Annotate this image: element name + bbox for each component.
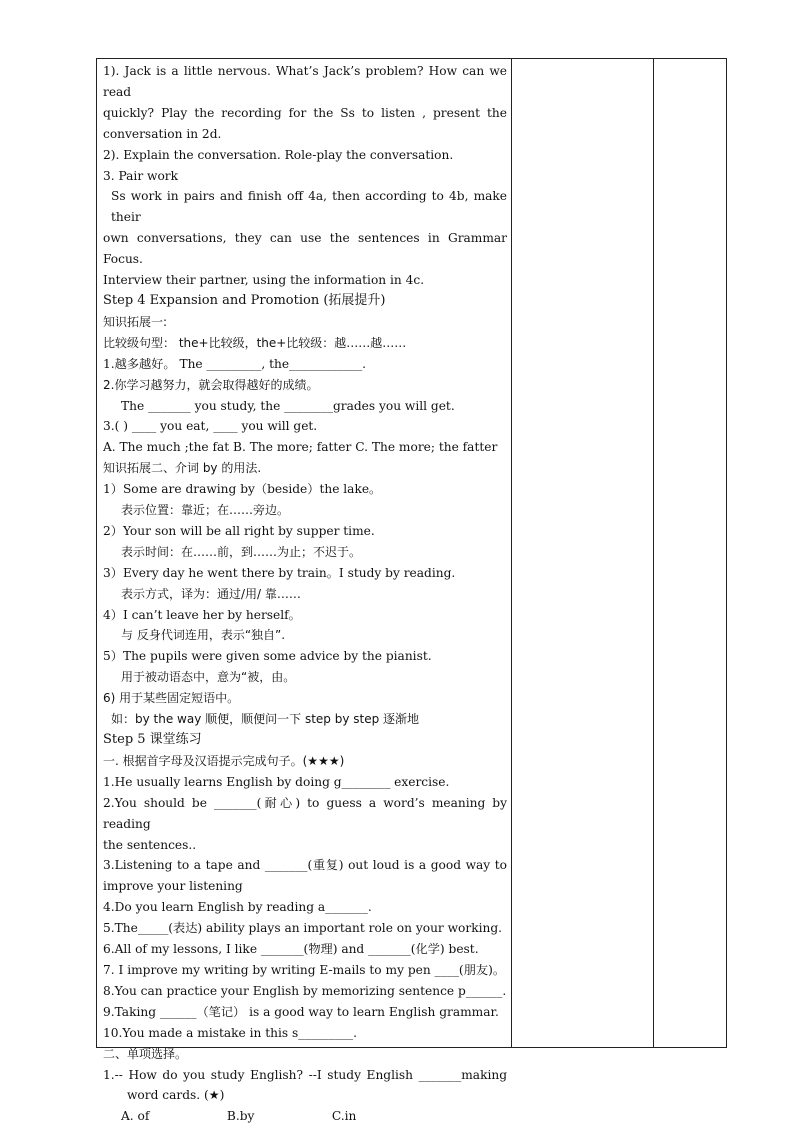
step-5-heading: Step 5 课堂练习 <box>103 732 202 747</box>
text-line: 3.( ) ____ you eat, ____ you will get. <box>103 419 318 434</box>
text-line: 1.-- How do you study English? --I study English _______making <box>103 1067 507 1082</box>
text-line: 3. Pair work <box>103 168 178 183</box>
text-line: 2). Explain the conversation. Role-play the conversation. <box>103 147 454 162</box>
text-line: 表示方式，译为：通过/用/ 靠…… <box>121 586 301 601</box>
text-line: 表示时间：在……前，到……为止；不迟于。 <box>121 544 362 559</box>
text-line: 一. 根据首字母及汉语提示完成句子。(★★★) <box>103 753 345 768</box>
text-line: 4）I can’t leave her by herself。 <box>103 607 301 622</box>
text-line: 知识拓展一: <box>103 314 168 329</box>
text-line: 10.You made a mistake in this s_________. <box>103 1025 357 1040</box>
step-4-heading: Step 4 Expansion and Promotion (拓展提升) <box>103 292 386 308</box>
text-line: 1.越多越好。 The _________, the____________. <box>103 356 367 371</box>
column-divider-1 <box>511 59 512 1047</box>
text-line: 表示位置：靠近；在……旁边。 <box>121 503 290 518</box>
text-line: 与 反身代词连用，表示“独自”. <box>121 628 286 643</box>
text-line: 2.你学习越努力，就会取得越好的成绩。 <box>103 377 319 392</box>
text-line: 9.Taking ______（笔记） is a good way to learn English grammar. <box>103 1004 499 1019</box>
text-line: 如：by the way 顺便，顺便问一下 step by step 逐渐地 <box>111 712 420 727</box>
text-line: 3）Every day he went there by train。I study by reading. <box>103 565 456 580</box>
lesson-content-cell <box>103 61 507 1127</box>
text-line: word cards. (★) <box>127 1088 225 1103</box>
text-line: 1.He usually learns English by doing g________ exercise. <box>103 774 450 789</box>
text-line: own conversations, they can use the sentences in Grammar Focus. <box>103 231 507 267</box>
text-line: 5）The pupils were given some advice by the pianist. <box>103 649 432 664</box>
text-line: 2）Your son will be all right by supper time. <box>103 523 375 538</box>
text-line: Ss work in pairs and finish off 4a, then according to 4b, make their <box>111 189 507 225</box>
text-line: the sentences.. <box>103 837 197 852</box>
text-line: 1). Jack is a little nervous. What’s Jack’s problem? How can we read <box>103 64 507 99</box>
text-line: 用于被动语态中，意为“被，由。 <box>121 670 296 685</box>
text-line: improve your listening <box>103 879 243 894</box>
text-line: 二、单项选择。 <box>103 1046 188 1061</box>
text-line: Interview their partner, using the information in 4c. <box>103 273 425 288</box>
text-line: 7. I improve my writing by writing E-mails to my pen ____(朋友)。 <box>103 962 506 977</box>
text-line: quickly? Play the recording for the Ss to listen , present the <box>103 105 507 120</box>
text-line: A. The much ;the fat B. The more; fatter C. The more; the fatter <box>103 440 498 455</box>
column-divider-2 <box>653 59 654 1047</box>
lesson-plan-table <box>96 58 727 1124</box>
text-line: 6.All of my lessons, I like _______(物理) and _______(化学) best. <box>103 942 479 957</box>
text-line: 4.Do you learn English by reading a_______. <box>103 900 372 915</box>
text-line: 2.You should be _______(耐心) to guess a word’s meaning by reading <box>103 795 507 831</box>
text-line: 8.You can practice your English by memorizing sentence p______. <box>103 983 507 998</box>
text-line: 比较级句型： the+比较级，the+比较级：越……越…… <box>103 335 407 350</box>
text-line: conversation in 2d. <box>103 126 222 141</box>
text-line: 1）Some are drawing by（beside）the lake。 <box>103 482 382 497</box>
text-line: A. of B.by C.in <box>121 1109 357 1124</box>
text-line: 6) 用于某些固定短语中。 <box>103 691 240 706</box>
text-line: 知识拓展二、介词 by 的用法. <box>103 461 262 476</box>
text-line: The _______ you study, the ________grades you will get. <box>121 398 455 413</box>
text-line: 3.Listening to a tape and _______(重复) out loud is a good way to <box>103 858 507 873</box>
text-line: 5.The_____(表达) ability plays an important role on your working. <box>103 921 503 936</box>
